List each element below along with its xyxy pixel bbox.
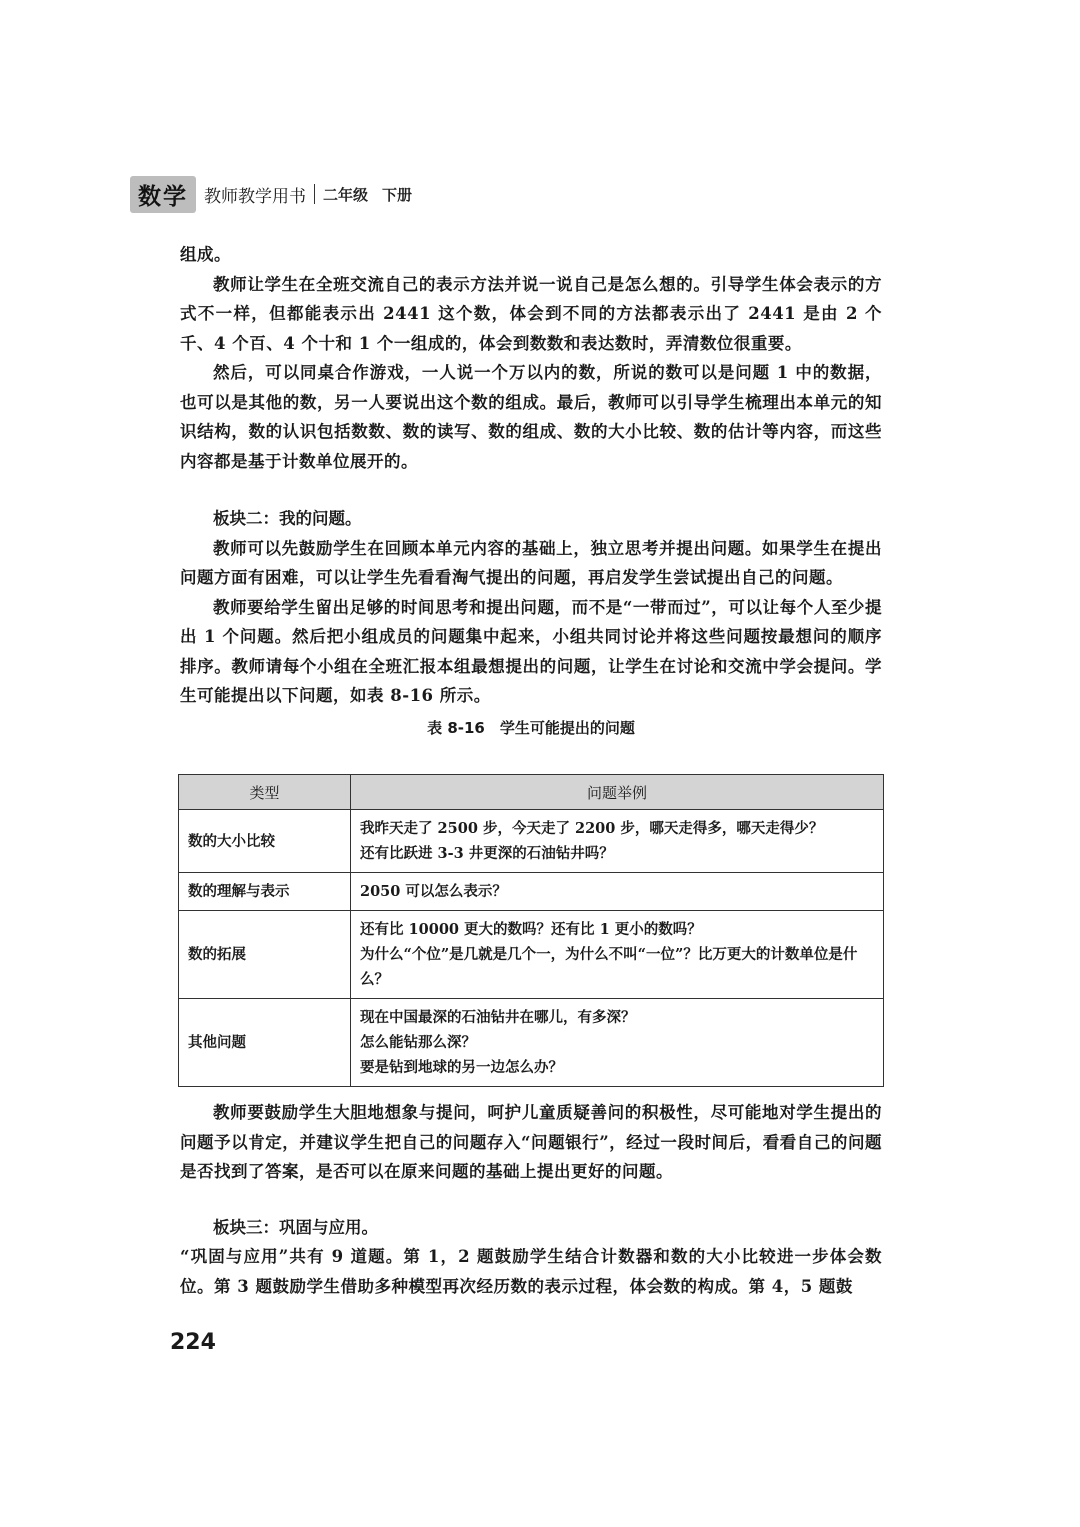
header-divider	[314, 184, 315, 204]
paragraph: 然后，可以同桌合作游戏，一人说一个万以内的数，所说的数可以是问题 1 中的数据，也可以是其他的数，另一人要说出这个数的组成。最后，教师可以引导学生梳理出本单元的知识结构，数的认识包括数数、数的读写、数的组成、数的大小比较、数的估计等内容，而这些内容都是基于计数单位展开的。	[180, 363, 882, 471]
book-title: 教师教学用书	[204, 186, 306, 207]
type-cell: 数的理解与表示	[179, 873, 351, 911]
column-header: 问题举例	[351, 775, 884, 810]
example-line: 我昨天走了 2500 步，今天走了 2200 步，哪天走得多，哪天走得少？	[360, 820, 824, 837]
example-cell	[351, 810, 884, 873]
running-header	[130, 176, 412, 212]
example-line: 现在中国最深的石油钻井在哪儿，有多深？	[360, 1009, 636, 1026]
type-cell: 数的大小比较	[179, 810, 351, 873]
paragraph: “巩固与应用”共有 9 道题。第 1，2 题鼓励学生结合计数器和数的大小比较进一步体会数位。第 3 题鼓励学生借助多种模型再次经历数的表示过程，体会数的构成。第 4，5 题鼓	[180, 1247, 882, 1296]
example-cell	[351, 873, 884, 911]
type-cell: 数的拓展	[179, 911, 351, 999]
page-number: 224	[170, 1330, 216, 1355]
example-cell	[351, 911, 884, 999]
closing-content	[180, 1098, 882, 1301]
section-title: 板块三：巩固与应用。	[213, 1217, 378, 1237]
main-content	[180, 240, 882, 748]
example-line: 怎么能钻那么深？	[360, 1034, 476, 1051]
example-line: 还有比跃进 3-3 井更深的石油钻井吗？	[360, 845, 614, 862]
table-caption: 表 8-16 学生可能提出的问题	[427, 718, 635, 737]
volume-label: 下册	[382, 185, 413, 204]
paragraph: 教师让学生在全班交流自己的表示方法并说一说自己是怎么想的。引导学生体会表示的方式不一样，但都能表示出 2441 这个数，体会到不同的方法都表示出了 2441 是由 2 个千、4 个百、4 个十和 1 个一组成的，体会到数数和表达数时，弄清数位很重要。	[180, 274, 882, 353]
paragraph: 组成。	[180, 245, 231, 264]
example-line: 要是钻到地球的另一边怎么办？	[360, 1059, 563, 1076]
questions-table	[178, 774, 884, 1087]
example-line: 2050 可以怎么表示？	[360, 883, 507, 900]
type-cell: 其他问题	[179, 999, 351, 1087]
table-row	[179, 999, 884, 1087]
column-header: 类型	[179, 775, 351, 810]
paragraph: 教师要给学生留出足够的时间思考和提出问题，而不是“一带而过”，可以让每个人至少提出 1 个问题。然后把小组成员的问题集中起来，小组共同讨论并将这些问题按最想问的顺序排序。教师请每个小组在全班汇报本组最想提出的问题，让学生在讨论和交流中学会提问。学生可能提出以下问题，如表 8-16 所示。	[180, 597, 882, 705]
example-cell	[351, 999, 884, 1087]
example-line: 还有比 10000 更大的数吗？还有比 1 更小的数吗？	[360, 921, 702, 938]
table-row	[179, 810, 884, 873]
grade-label: 二年级	[323, 185, 369, 204]
subject-logo: 数学	[130, 176, 196, 213]
example-line: 为什么“个位”是几就是几个一，为什么不叫“一位”？比万更大的计数单位是什么？	[360, 946, 858, 988]
paragraph: 教师可以先鼓励学生在回顾本单元内容的基础上，独立思考并提出问题。如果学生在提出问题方面有困难，可以让学生先看看淘气提出的问题，再启发学生尝试提出自己的问题。	[180, 538, 882, 587]
table-row	[179, 873, 884, 911]
table-row	[179, 911, 884, 999]
section-title: 板块二：我的问题。	[213, 509, 362, 528]
table-header-row	[179, 775, 884, 810]
paragraph: 教师要鼓励学生大胆地想象与提问，呵护儿童质疑善问的积极性，尽可能地对学生提出的问题予以肯定，并建议学生把自己的问题存入“问题银行”，经过一段时间后，看看自己的问题是否找到了答案，是否可以在原来问题的基础上提出更好的问题。	[180, 1103, 882, 1181]
